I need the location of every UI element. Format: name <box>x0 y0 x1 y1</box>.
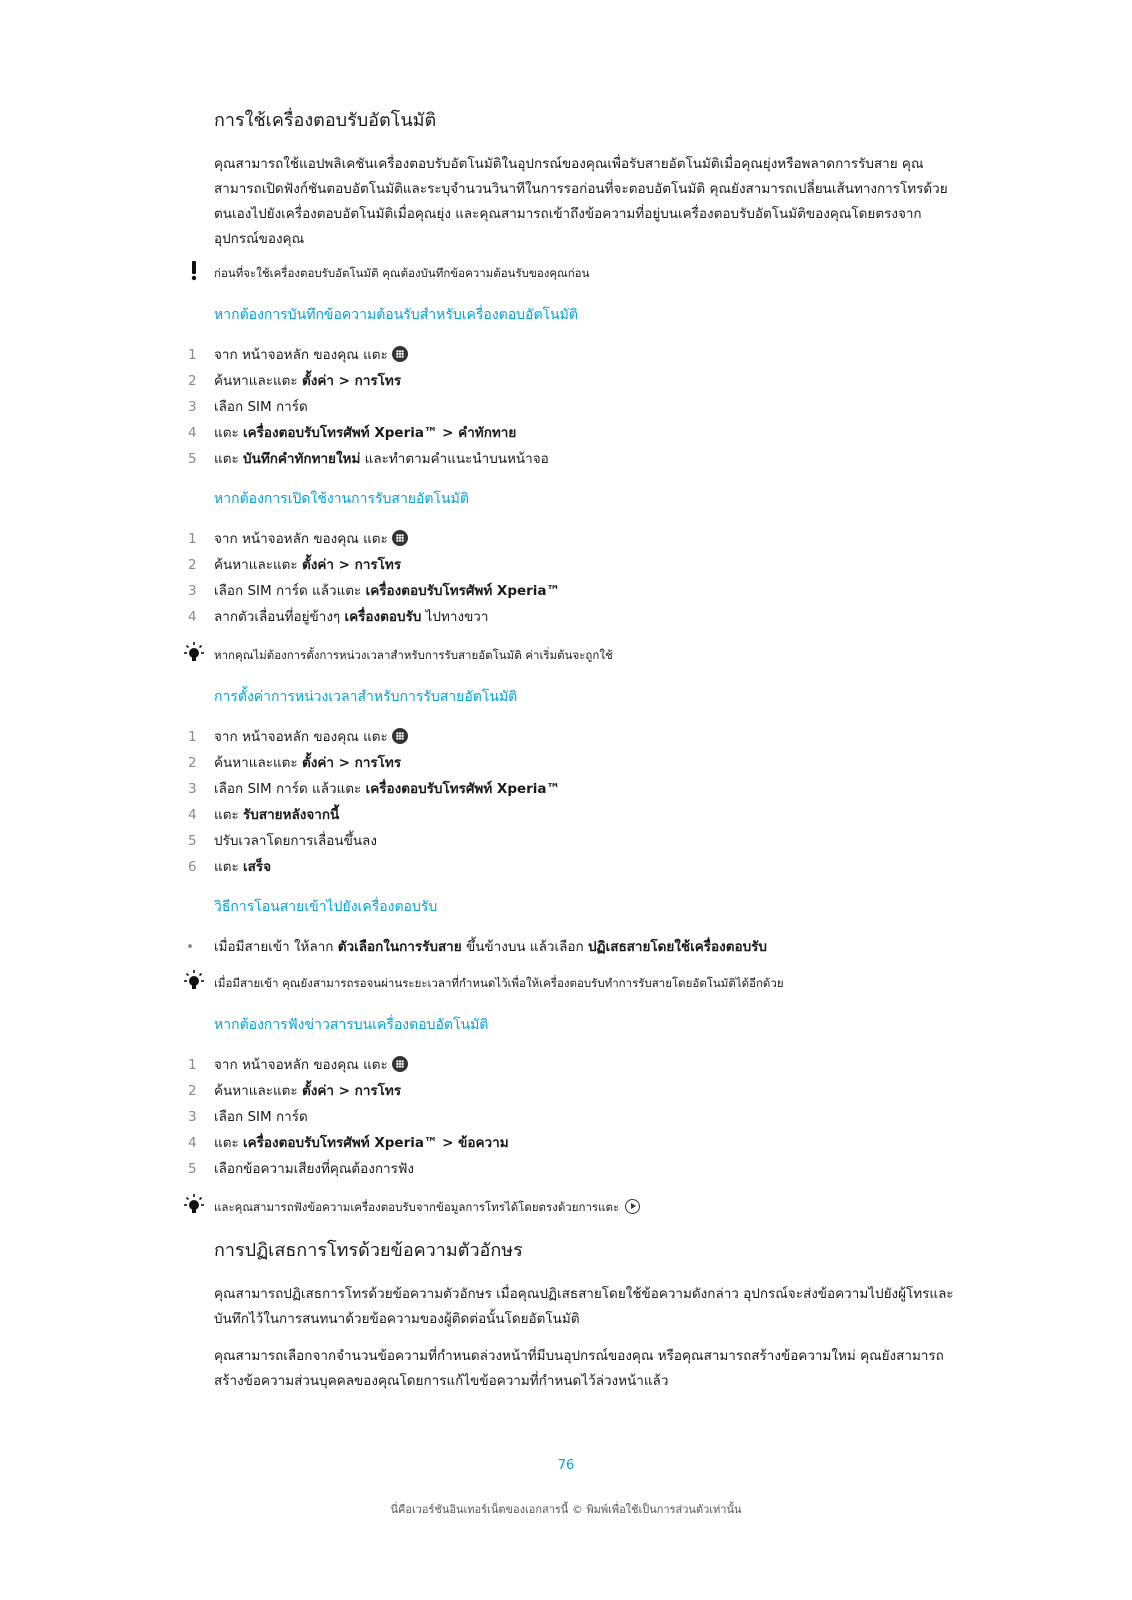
step-text: เลือกข้อความเสียงที่คุณต้องการฟัง <box>214 1161 415 1177</box>
enable-steps <box>188 526 954 630</box>
step-ui-label: ตั้งค่า > การโทร <box>301 557 402 573</box>
record-step-3 <box>188 394 954 420</box>
step-number: 6 <box>188 859 197 875</box>
step-number: 3 <box>188 781 197 797</box>
apps-grid-icon <box>392 728 408 744</box>
step-ui-label: รับสายหลังจากนี้ <box>243 807 340 823</box>
step-number: 4 <box>188 609 197 625</box>
step-number: 1 <box>188 531 197 547</box>
step-number: 3 <box>188 399 197 415</box>
step-text: ค้นหาและแตะ <box>214 557 302 573</box>
page-content <box>186 108 954 1406</box>
bullet-ui-label: ปฏิเสธสายโดยใช้เครื่องตอบรับ <box>587 939 767 955</box>
apps-grid-icon <box>392 530 408 546</box>
step-number: 1 <box>188 347 197 363</box>
step-number: 1 <box>188 729 197 745</box>
lightbulb-icon <box>180 640 208 668</box>
step-text: เลือก SIM การ์ด แล้วแตะ <box>214 583 366 599</box>
tip-text: หากคุณไม่ต้องการตั้งการหน่วงเวลาสำหรับการรับสายอัตโนมัติ ค่าเริ่มต้นจะถูกใช้ <box>214 648 613 662</box>
lightbulb-icon <box>180 968 208 996</box>
step-text: แตะ <box>214 425 244 441</box>
step-number: 5 <box>188 451 197 467</box>
step-number: 4 <box>188 425 197 441</box>
record-step-2 <box>188 368 954 394</box>
step-text: ค้นหาและแตะ <box>214 1083 302 1099</box>
step-number: 2 <box>188 1083 197 1099</box>
step-text: จาก หน้าจอหลัก ของคุณ แตะ <box>214 347 388 363</box>
subheading-listen-messages: หากต้องการฟังข่าวสารบนเครื่องตอบอัตโนมัติ <box>214 1017 489 1033</box>
step-text: แตะ <box>214 859 244 875</box>
delay-steps <box>188 724 954 880</box>
subheading-record-greeting: หากต้องการบันทึกข้อความต้อนรับสำหรับเครื่องตอบอัตโนมัติ <box>214 307 578 323</box>
step-text: แตะ <box>214 451 244 467</box>
step-number: 4 <box>188 807 197 823</box>
redirect-bullet <box>186 934 954 960</box>
intro-paragraph: คุณสามารถใช้แอปพลิเคชันเครื่องตอบรับอัตโนมัติในอุปกรณ์ของคุณเพื่อรับสายอัตโนมัติเมื่อคุณยุ่งหรือพลาดการรับสาย คุณสามารถเปิดฟังก์ชันตอบอัตโนมัติและระบุจำนวนวินาทีในการรอก่อนที่จะตอบอัตโนมัติ คุณยังสามารถเปลี่ยนเส้นทางการโทรด้วยตนเองไปยังเครื่องตอบอัตโนมัติเมื่อคุณยุ่ง และคุณสามารถเข้าถึงข้อความที่อยู่บนเครื่องตอบรับอัตโนมัติของคุณโดยตรงจากอุปกรณ์ของคุณ <box>214 156 948 247</box>
step-number: 3 <box>188 583 197 599</box>
tip-text-content: และคุณสามารถฟังข้อความเครื่องตอบรับจากข้อมูลการโทรได้โดยตรงด้วยการแตะ <box>214 1200 620 1214</box>
step-number: 5 <box>188 1161 197 1177</box>
tip-text: เมื่อมีสายเข้า คุณยังสามารถรอจนผ่านระยะเวลาที่กำหนดไว้เพื่อให้เครื่องตอบรับทำการรับสายโดยอัตโนมัติได้อีกด้วย <box>214 976 784 990</box>
step-ui-label: เครื่องตอบรับโทรศัพท์ Xperia™ > ข้อความ <box>243 1135 509 1151</box>
enable-step-1 <box>188 526 954 552</box>
step-text: ปรับเวลาโดยการเลื่อนขึ้นลง <box>214 833 377 849</box>
page-number: 76 <box>557 1458 575 1473</box>
step-number: 4 <box>188 1135 197 1151</box>
step-number: 2 <box>188 373 197 389</box>
subheading-delay-settings: การตั้งค่าการหน่วงเวลาสำหรับการรับสายอัตโนมัติ <box>214 689 518 705</box>
step-ui-label: ตั้งค่า > การโทร <box>301 373 402 389</box>
delay-step-1 <box>188 724 954 750</box>
delay-step-6 <box>188 854 954 880</box>
record-step-1 <box>188 342 954 368</box>
bullet-text: ขึ้นข้างบน แล้วเลือก <box>461 939 588 955</box>
listen-step-1 <box>188 1052 954 1078</box>
step-ui-label: บันทึกคำทักทายใหม่ <box>243 451 361 467</box>
step-text: จาก หน้าจอหลัก ของคุณ แตะ <box>214 729 388 745</box>
warning-note <box>214 264 954 282</box>
record-step-5 <box>188 446 954 472</box>
section-title-reject-with-text: การปฏิเสธการโทรด้วยข้อความตัวอักษร <box>214 1240 523 1261</box>
subheading-redirect-call: วิธีการโอนสายเข้าไปยังเครื่องตอบรับ <box>214 899 438 915</box>
step-ui-label: เครื่องตอบรับโทรศัพท์ Xperia™ > คำทักทาย <box>243 425 517 441</box>
reject-paragraph-2: คุณสามารถเลือกจากจำนวนข้อความที่กำหนดล่วงหน้าที่มีบนอุปกรณ์ของคุณ หรือคุณสามารถสร้างข้อความใหม่ คุณยังสามารถสร้างข้อความส่วนบุคคลของคุณโดยการแก้ไขข้อความที่กำหนดไว้ล่วงหน้าแล้ว <box>214 1348 944 1389</box>
step-text-suffix: ไปทางขวา <box>421 609 489 625</box>
step-ui-label: เครื่องตอบรับ <box>344 609 422 625</box>
apps-grid-icon <box>392 1056 408 1072</box>
bullet-dot: • <box>186 939 194 955</box>
step-text: ค้นหาและแตะ <box>214 373 302 389</box>
delay-step-2 <box>188 750 954 776</box>
step-text: จาก หน้าจอหลัก ของคุณ แตะ <box>214 1057 388 1073</box>
step-ui-label: เครื่องตอบรับโทรศัพท์ Xperia™ <box>365 583 561 599</box>
listen-step-3 <box>188 1104 954 1130</box>
record-step-4 <box>188 420 954 446</box>
step-text-suffix: และทำตามคำแนะนำบนหน้าจอ <box>360 451 549 467</box>
listen-step-2 <box>188 1078 954 1104</box>
step-text: เลือก SIM การ์ด <box>214 399 308 415</box>
bullet-ui-label: ตัวเลือกในการรับสาย <box>337 939 462 955</box>
tip-text <box>214 1198 954 1216</box>
delay-step-3 <box>188 776 954 802</box>
step-number: 2 <box>188 755 197 771</box>
tip-default-delay <box>214 646 954 664</box>
step-number: 2 <box>188 557 197 573</box>
step-ui-label: ตั้งค่า > การโทร <box>301 755 402 771</box>
tip-call-log <box>214 1198 954 1216</box>
listen-step-4 <box>188 1130 954 1156</box>
step-text: เลือก SIM การ์ด <box>214 1109 308 1125</box>
enable-step-4 <box>188 604 954 630</box>
record-steps <box>188 342 954 472</box>
footer-note: นี่คือเวอร์ชันอินเทอร์เน็ตของเอกสารนี้ © พิมพ์เพื่อใช้เป็นการส่วนตัวเท่านั้น <box>390 1503 742 1516</box>
listen-step-5 <box>188 1156 954 1182</box>
step-text: แตะ <box>214 1135 244 1151</box>
exclamation-icon <box>180 258 208 286</box>
warning-text: ก่อนที่จะใช้เครื่องตอบรับอัตโนมัติ คุณต้องบันทึกข้อความต้อนรับของคุณก่อน <box>214 266 590 280</box>
enable-step-2 <box>188 552 954 578</box>
step-text: ค้นหาและแตะ <box>214 755 302 771</box>
section-title-answering-machine: การใช้เครื่องตอบรับอัตโนมัติ <box>214 110 437 131</box>
step-text: แตะ <box>214 807 244 823</box>
reject-paragraph-1: คุณสามารถปฏิเสธการโทรด้วยข้อความตัวอักษร เมื่อคุณปฏิเสธสายโดยใช้ข้อความดังกล่าว อุปกรณ์จะส่งข้อความไปยังผู้โทรและบันทึกไว้ในการสนทนาด้วยข้อความของผู้ติดต่อนั้นโดยอัตโนมัติ <box>214 1286 954 1327</box>
subheading-enable-auto-answer: หากต้องการเปิดใช้งานการรับสายอัตโนมัติ <box>214 491 469 507</box>
delay-step-4 <box>188 802 954 828</box>
bullet-text: เมื่อมีสายเข้า ให้ลาก <box>214 939 338 955</box>
step-text: ลากตัวเลื่อนที่อยู่ข้างๆ <box>214 609 345 625</box>
enable-step-3 <box>188 578 954 604</box>
step-text: จาก หน้าจอหลัก ของคุณ แตะ <box>214 531 388 547</box>
step-ui-label: เครื่องตอบรับโทรศัพท์ Xperia™ <box>365 781 561 797</box>
play-icon <box>625 1199 640 1214</box>
step-ui-label: เสร็จ <box>243 859 272 875</box>
lightbulb-icon <box>180 1192 208 1220</box>
step-ui-label: ตั้งค่า > การโทร <box>301 1083 402 1099</box>
step-number: 5 <box>188 833 197 849</box>
listen-steps <box>188 1052 954 1182</box>
step-number: 1 <box>188 1057 197 1073</box>
step-text: เลือก SIM การ์ด แล้วแตะ <box>214 781 366 797</box>
apps-grid-icon <box>392 346 408 362</box>
delay-step-5 <box>188 828 954 854</box>
step-number: 3 <box>188 1109 197 1125</box>
tip-wait-auto <box>214 974 954 992</box>
